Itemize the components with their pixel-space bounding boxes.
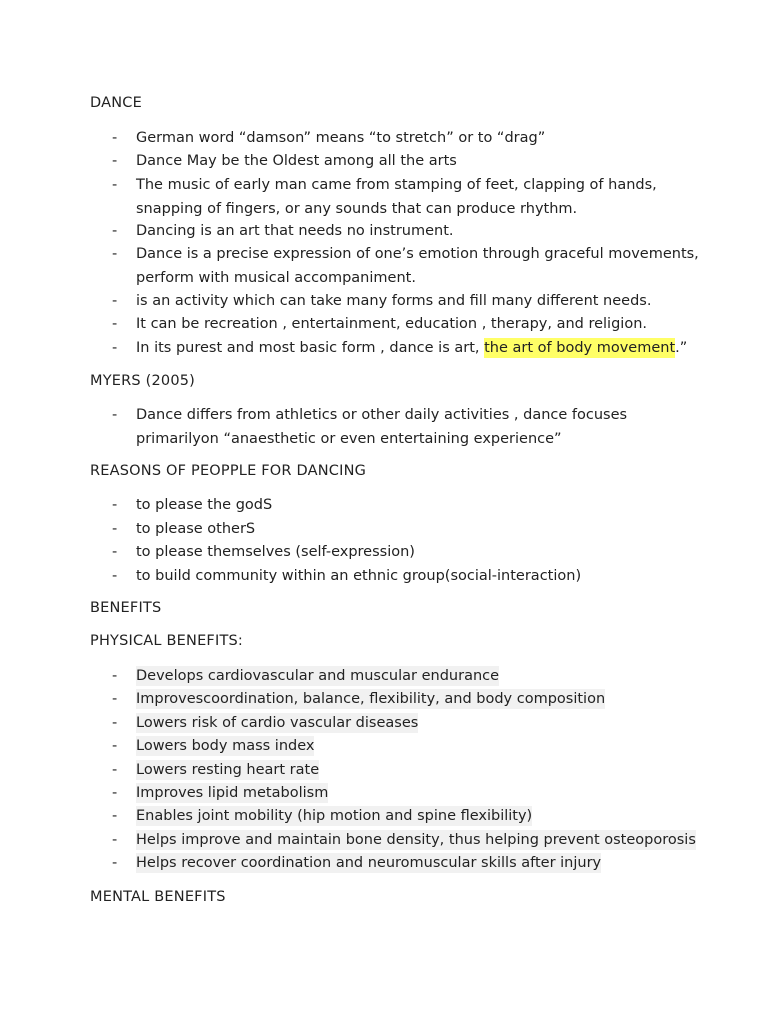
list-item: [112, 735, 702, 759]
list-item-text: Lowers resting heart rate: [136, 762, 320, 778]
list-item-text: to please otherS: [136, 521, 256, 537]
bullet-dash: -: [112, 497, 118, 513]
section-heading-myers: MYERS (2005): [90, 373, 196, 389]
section-heading-mental: MENTAL BENEFITS: [90, 889, 226, 905]
bullet-dash: -: [112, 340, 118, 356]
bullet-dash: -: [112, 293, 118, 309]
section-heading-reasons: REASONS OF PEOPPLE FOR DANCING: [90, 463, 367, 479]
list-item: [112, 337, 702, 361]
list-item-text-wrap: [136, 805, 702, 829]
list-item: [112, 243, 702, 290]
plain-text: .”: [675, 340, 688, 356]
list-item-text-wrap: [136, 688, 702, 712]
list-item-text: Improves lipid metabolism: [136, 785, 329, 801]
list-item-text-wrap: [136, 852, 702, 876]
list-item: [112, 518, 702, 542]
bullet-dash: -: [112, 785, 118, 801]
list-item-text: Dancing is an art that needs no instrument.: [136, 223, 454, 239]
section-heading-benefits: BENEFITS: [90, 600, 162, 616]
list-item: [112, 174, 702, 221]
highlighted-text: the art of body movement: [484, 340, 676, 356]
list-item-text: Develops cardiovascular and muscular endurance: [136, 668, 500, 684]
list-item-text: Dance differs from athletics or other daily activities , dance focuses primarilyon “anaesthetic or even entertaining experience”: [136, 407, 628, 447]
list-item: [112, 313, 702, 337]
list-item-text: to build community within an ethnic group(social-interaction): [136, 568, 582, 584]
list-item: [112, 494, 702, 518]
bullet-dash: -: [112, 177, 118, 193]
section-heading-dance: DANCE: [90, 95, 142, 111]
bullet-dash: -: [112, 808, 118, 824]
list-item: [112, 290, 702, 314]
list-item-text: [136, 337, 702, 361]
list-item-text: Helps improve and maintain bone density, thus helping prevent osteoporosis: [136, 832, 696, 848]
list-item-text: The music of early man came from stamping of feet, clapping of hands, snapping of fingers, or any sounds that can produce rhythm.: [136, 177, 657, 217]
list-item: [112, 782, 702, 806]
list-item-text: Enables joint mobility (hip motion and spine flexibility): [136, 808, 533, 824]
bullet-dash: -: [112, 521, 118, 537]
list-item-text: It can be recreation , entertainment, education , therapy, and religion.: [136, 316, 647, 332]
list-item-text: to please the godS: [136, 497, 273, 513]
bullet-dash: -: [112, 855, 118, 871]
list-item-text: Improvescoordination, balance, flexibility, and body composition: [136, 691, 606, 707]
bullet-dash: -: [112, 738, 118, 754]
list-item: [112, 220, 702, 244]
list-item-text: to please themselves (self-expression): [136, 544, 415, 560]
list-item: [112, 759, 702, 783]
list-item-text: German word “damson” means “to stretch” or to “drag”: [136, 130, 546, 146]
bullet-dash: -: [112, 668, 118, 684]
list-item-text: Lowers risk of cardio vascular diseases: [136, 715, 419, 731]
list-item: [112, 127, 702, 151]
list-item-text-wrap: [136, 712, 702, 736]
list-item: [112, 688, 702, 712]
list-item: [112, 852, 702, 876]
list-item: [112, 805, 702, 829]
bullet-dash: -: [112, 568, 118, 584]
bullet-dash: -: [112, 832, 118, 848]
bullet-dash: -: [112, 246, 118, 262]
bullet-dash: -: [112, 762, 118, 778]
bullet-dash: -: [112, 223, 118, 239]
bullet-dash: -: [112, 691, 118, 707]
list-item-text: is an activity which can take many forms and fill many different needs.: [136, 293, 652, 309]
bullet-dash: -: [112, 153, 118, 169]
plain-text: In its purest and most basic form , dance is art,: [136, 340, 485, 356]
list-item-text: Lowers body mass index: [136, 738, 315, 754]
bullet-dash: -: [112, 544, 118, 560]
list-item-text: Helps recover coordination and neuromuscular skills after injury: [136, 855, 602, 871]
list-item-text-wrap: [136, 735, 702, 759]
list-item-text-wrap: [136, 829, 702, 853]
bullet-dash: -: [112, 316, 118, 332]
list-item: [112, 150, 702, 174]
list-item-text: Dance May be the Oldest among all the arts: [136, 153, 457, 169]
list-item-text-wrap: [136, 782, 702, 806]
list-item: [112, 404, 702, 451]
bullet-dash: -: [112, 407, 118, 423]
section-heading-physical: PHYSICAL BENEFITS:: [90, 633, 243, 649]
list-item-text-wrap: [136, 759, 702, 783]
list-item: [112, 665, 702, 689]
bullet-dash: -: [112, 130, 118, 146]
bullet-dash: -: [112, 715, 118, 731]
list-item: [112, 565, 702, 589]
list-item-text: Dance is a precise expression of one’s emotion through graceful movements, perform with musical accompaniment.: [136, 246, 699, 286]
list-item: [112, 829, 702, 853]
list-item-text-wrap: [136, 665, 702, 689]
list-item: [112, 712, 702, 736]
list-item: [112, 541, 702, 565]
